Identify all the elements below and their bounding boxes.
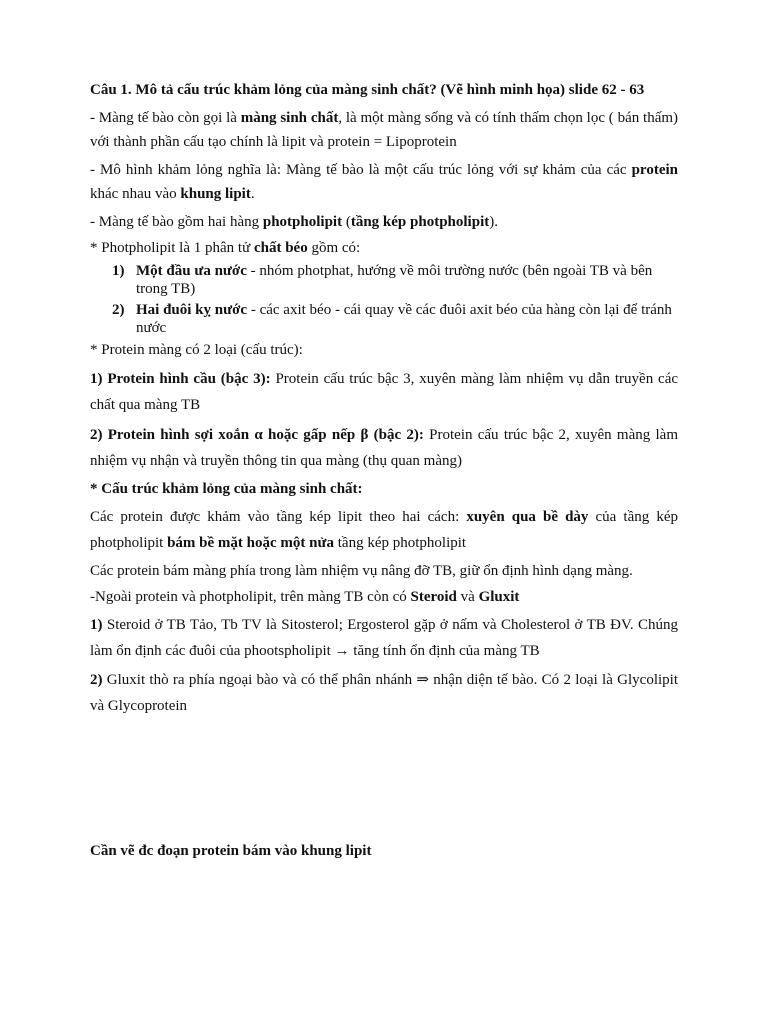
paragraph-fibrous-protein (90, 422, 678, 474)
paragraph-gluxit-details (90, 667, 678, 719)
footer-note-text: Cần vẽ đc đoạn protein bám vào khung lipit (90, 843, 372, 859)
bold-term: Một đầu ưa nước (136, 263, 247, 279)
text: khác nhau vào (90, 186, 181, 202)
paragraph-inner-proteins (90, 558, 678, 584)
text: . (250, 186, 255, 202)
footer-note (90, 840, 371, 862)
question-title (90, 78, 678, 102)
bold-term: Gluxit (478, 589, 520, 605)
bold-term: tầng kép photpholipit (350, 214, 490, 230)
bold-term: chất béo (253, 240, 308, 256)
list-number: 2) (112, 302, 125, 318)
bold-term: bám bề mặt hoặc một nửa (167, 535, 335, 551)
section-heading-fluid-mosaic (90, 477, 678, 501)
text: tầng kép photpholipit (334, 535, 467, 551)
list-number: 1) (112, 263, 125, 279)
list-item (90, 262, 678, 298)
bold-term: photpholipit (262, 214, 343, 230)
text: * Photpholipit là 1 phân tử (90, 240, 254, 256)
paragraph-protein-embedding (90, 504, 678, 556)
paragraph-fluid-mosaic-model (90, 158, 678, 206)
text: Các protein bám màng phía trong làm nhiệm vụ nâng đỡ TB, giữ ổn định hình dạng màng. (90, 563, 633, 579)
text: Steroid ở TB Tảo, Tb TV là Sitosterol; Ergosterol gặp ở nấm và Cholesterol ở TB ĐV. Chúng làm ổn định các đuôi của phootspholipit → tăng tính ổn định của màng TB (90, 617, 678, 659)
bold-term: 1) (90, 617, 103, 633)
bold-term: 1) Protein hình cầu (bậc 3): (90, 371, 271, 387)
text: ( (342, 214, 351, 230)
bold-term: khung lipit (180, 186, 251, 202)
list-item (90, 301, 678, 337)
phospholipid-parts-list (90, 262, 678, 337)
text: - Màng tế bào còn gọi là (90, 110, 241, 126)
paragraph-globular-protein (90, 366, 678, 418)
text: ). (489, 214, 498, 230)
paragraph-steroid-details (90, 612, 678, 664)
text: - Màng tế bào gồm hai hàng (90, 214, 263, 230)
text: * Protein màng có 2 loại (cấu trúc): (90, 342, 303, 358)
paragraph-membrane-definition (90, 106, 678, 154)
bold-term: * Cấu trúc khảm lỏng của màng sinh chất: (90, 481, 363, 497)
text: Protein cấu trúc bậc 2, xuyên màng làm nhiệm vụ nhận và truyền thông tin qua màng (thụ quan màng) (90, 427, 678, 469)
paragraph-membrane-protein-types (90, 340, 678, 360)
text: Gluxit thò ra phía ngoại bào và có thể phân nhánh ⇒ nhận diện tế bào. Có 2 loại là Glycolipit và Glycoprotein (90, 672, 678, 714)
bold-term: 2) (90, 672, 103, 688)
bold-term: màng sinh chất (240, 110, 339, 126)
text: - các axit béo - cái quay về các đuôi axit béo của hàng còn lại để tránh nước (136, 302, 672, 336)
text: -Ngoài protein và photpholipit, trên màng TB còn có (90, 589, 411, 605)
text: - Mô hình khảm lỏng nghĩa là: Màng tế bào là một cấu trúc lỏng với sự khảm của các (90, 162, 632, 178)
document-body (90, 78, 678, 719)
text: của tầng kép photpholipit (90, 509, 678, 551)
paragraph-steroid-gluxit (90, 585, 678, 609)
text: Protein cấu trúc bậc 3, xuyên màng làm nhiệm vụ dẫn truyền các chất qua màng TB (90, 371, 679, 413)
paragraph-phospholipid-intro (90, 236, 678, 260)
text: , là một màng sống và có tính thấm chọn lọc ( bán thấm) với thành phần cấu tạo chính là lipit và protein = Lipoprotein (90, 110, 679, 150)
bold-term: Hai đuôi kỵ nước (136, 302, 248, 318)
question-title-text: Câu 1. Mô tả cấu trúc khảm lỏng của màng sinh chất? (Vẽ hình minh họa) slide 62 - 63 (90, 82, 645, 98)
text: gồm có: (307, 240, 361, 256)
paragraph-bilayer (90, 210, 678, 234)
text: Các protein được khảm vào tầng kép lipit theo hai cách: (90, 509, 467, 525)
bold-term: protein (631, 162, 678, 178)
bold-term: xuyên qua bề dày (466, 509, 589, 525)
bold-term: 2) Protein hình sợi xoắn α hoặc gấp nếp β (bậc 2): (90, 427, 424, 443)
bold-term: Steroid (410, 589, 457, 605)
text: và (456, 589, 479, 605)
text: - nhóm photphat, hướng về môi trường nước (bên ngoài TB và bên trong TB) (136, 263, 653, 297)
